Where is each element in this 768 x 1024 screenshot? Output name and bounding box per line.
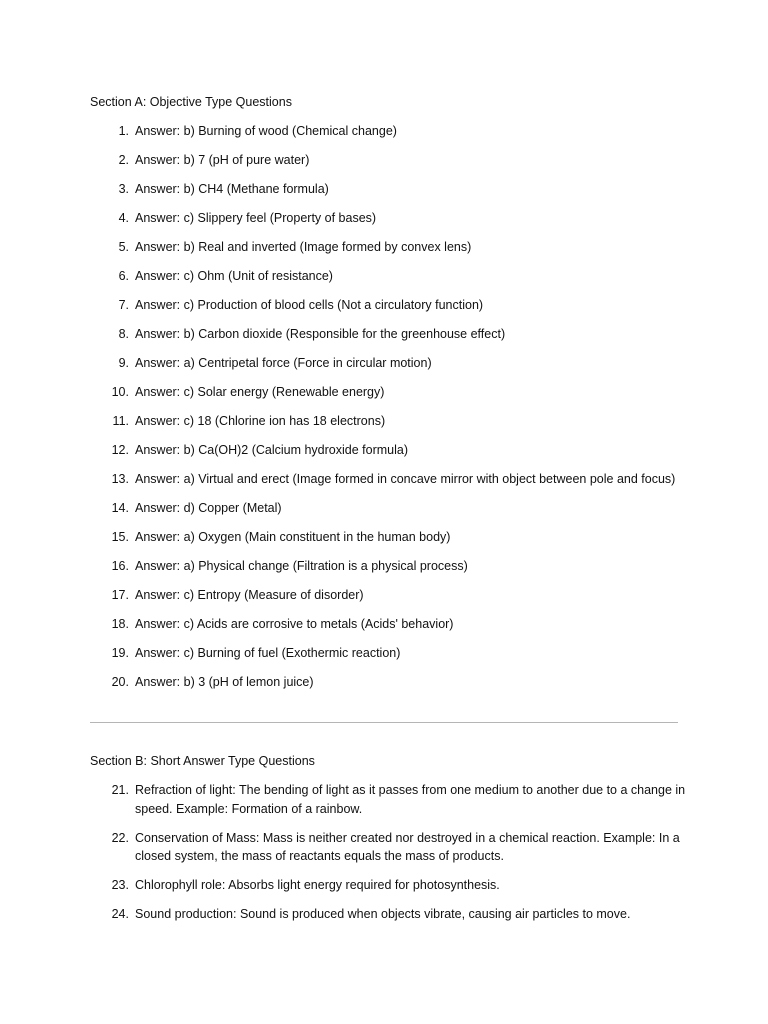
item-number: 17. xyxy=(111,588,129,602)
list-item xyxy=(90,528,690,547)
item-text: Answer: c) Solar energy (Renewable energy) xyxy=(135,385,385,399)
item-number: 9. xyxy=(118,356,129,370)
item-number: 5. xyxy=(118,240,129,254)
section-divider xyxy=(90,722,678,723)
section-a-title: Section A: Objective Type Questions xyxy=(90,95,292,109)
list-item xyxy=(90,180,690,199)
list-item xyxy=(90,354,690,373)
list-item xyxy=(90,383,690,402)
item-number: 19. xyxy=(111,646,129,660)
item-number: 10. xyxy=(111,385,129,399)
item-number: 24. xyxy=(111,907,129,921)
item-number: 18. xyxy=(111,617,129,631)
item-text: Answer: d) Copper (Metal) xyxy=(135,501,282,515)
section-b-answer-list xyxy=(90,781,690,934)
list-item xyxy=(90,615,690,634)
item-text: Answer: c) Ohm (Unit of resistance) xyxy=(135,269,333,283)
item-number: 4. xyxy=(118,211,129,225)
item-text: Chlorophyll role: Absorbs light energy required for photosynthesis. xyxy=(135,878,500,892)
item-text: Answer: a) Physical change (Filtration is a physical process) xyxy=(135,559,468,573)
item-text: Conservation of Mass: Mass is neither created nor destroyed in a chemical reaction. Example: In a closed system, the mass of reactants equals the mass of products. xyxy=(135,830,680,863)
item-number: 8. xyxy=(118,327,129,341)
item-text: Answer: a) Oxygen (Main constituent in the human body) xyxy=(135,530,451,544)
item-text: Answer: b) Real and inverted (Image formed by convex lens) xyxy=(135,240,472,254)
item-number: 3. xyxy=(118,182,129,196)
item-number: 11. xyxy=(112,414,129,428)
item-number: 7. xyxy=(118,298,129,312)
list-item xyxy=(90,829,690,866)
item-text: Answer: b) 3 (pH of lemon juice) xyxy=(135,675,314,689)
section-a-answer-list xyxy=(90,122,690,702)
item-number: 22. xyxy=(111,830,129,845)
item-text: Answer: b) 7 (pH of pure water) xyxy=(135,153,310,167)
list-item xyxy=(90,470,690,489)
list-item xyxy=(90,905,690,924)
item-number: 20. xyxy=(111,675,129,689)
list-item xyxy=(90,781,690,818)
item-number: 13. xyxy=(111,472,129,486)
item-text: Answer: c) Production of blood cells (Not a circulatory function) xyxy=(135,298,484,312)
list-item xyxy=(90,441,690,460)
item-text: Refraction of light: The bending of light as it passes from one medium to another due to a change in speed. Example: Formation of a rainbow. xyxy=(135,783,686,816)
list-item xyxy=(90,267,690,286)
item-number: 15. xyxy=(111,530,129,544)
item-text: Answer: c) Slippery feel (Property of bases) xyxy=(135,211,377,225)
item-text: Answer: c) Entropy (Measure of disorder) xyxy=(135,588,364,602)
list-item xyxy=(90,499,690,518)
item-text: Sound production: Sound is produced when objects vibrate, causing air particles to move. xyxy=(135,907,631,921)
list-item xyxy=(90,296,690,315)
item-text: Answer: a) Virtual and erect (Image formed in concave mirror with object between pole and focus) xyxy=(135,472,676,486)
list-item xyxy=(90,644,690,663)
item-text: Answer: b) Burning of wood (Chemical change) xyxy=(135,124,397,138)
list-item xyxy=(90,151,690,170)
item-text: Answer: b) Carbon dioxide (Responsible for the greenhouse effect) xyxy=(135,327,506,341)
list-item xyxy=(90,122,690,141)
item-text: Answer: c) 18 (Chlorine ion has 18 electrons) xyxy=(135,414,386,428)
section-b-title: Section B: Short Answer Type Questions xyxy=(90,754,315,768)
item-number: 12. xyxy=(111,443,129,457)
item-number: 21. xyxy=(111,783,129,797)
item-text: Answer: b) CH4 (Methane formula) xyxy=(135,182,329,196)
list-item xyxy=(90,876,690,895)
item-text: Answer: c) Acids are corrosive to metals (Acids' behavior) xyxy=(135,617,454,631)
item-number: 14. xyxy=(111,501,129,515)
list-item xyxy=(90,557,690,576)
item-number: 2. xyxy=(118,153,129,167)
item-number: 23. xyxy=(111,878,129,892)
item-number: 6. xyxy=(118,269,129,283)
item-text: Answer: b) Ca(OH)2 (Calcium hydroxide formula) xyxy=(135,443,408,457)
item-number: 1. xyxy=(118,124,129,138)
item-text: Answer: c) Burning of fuel (Exothermic reaction) xyxy=(135,646,401,660)
item-text: Answer: a) Centripetal force (Force in circular motion) xyxy=(135,356,432,370)
list-item xyxy=(90,673,690,692)
list-item xyxy=(90,325,690,344)
list-item xyxy=(90,586,690,605)
list-item xyxy=(90,412,690,431)
item-number: 16. xyxy=(111,559,129,573)
list-item xyxy=(90,209,690,228)
list-item xyxy=(90,238,690,257)
